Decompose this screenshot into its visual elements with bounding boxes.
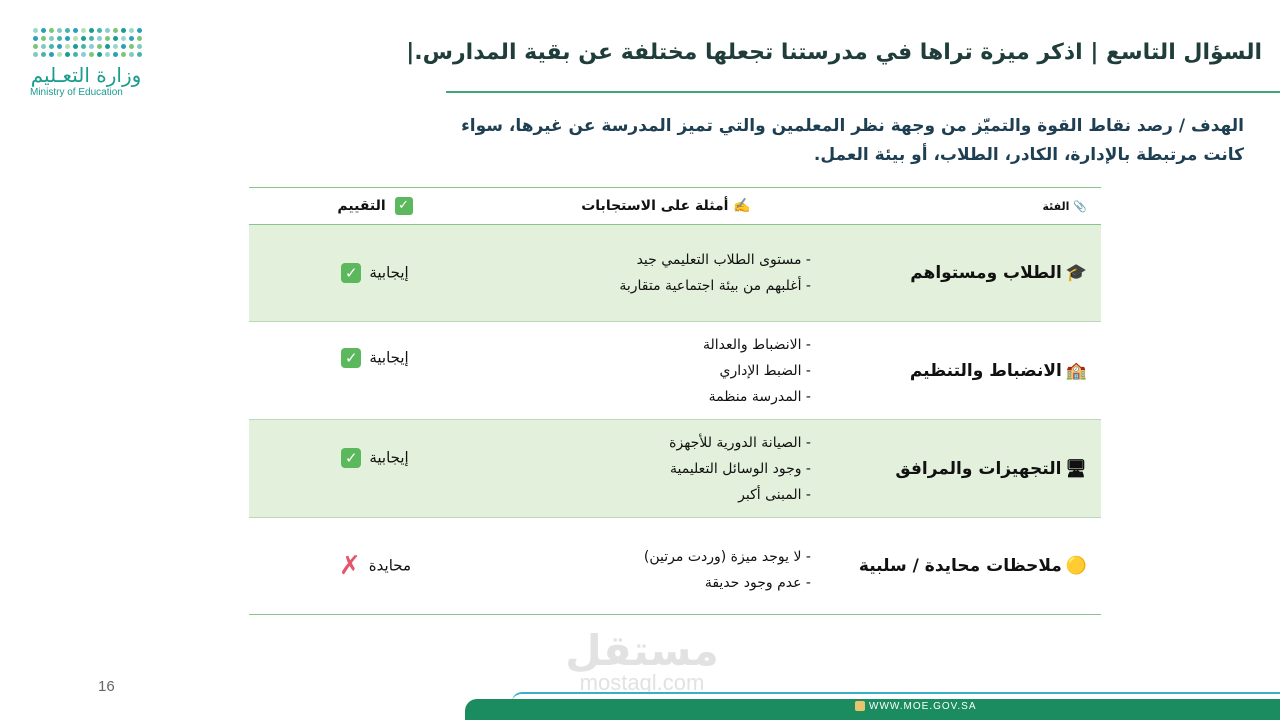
- category-label: الانضباط والتنظيم: [909, 360, 1062, 381]
- examples-cell: [501, 518, 831, 615]
- table-row: [249, 225, 1101, 322]
- logo-dot: [105, 52, 110, 57]
- logo-dot: [73, 52, 78, 57]
- logo-dot: [65, 28, 70, 33]
- responses-table: [249, 187, 1101, 615]
- category-label: ملاحظات محايدة / سلبية: [858, 556, 1062, 576]
- cross-icon: ✗: [339, 551, 361, 581]
- logo-dot: [97, 44, 102, 49]
- logo-dot: [89, 36, 94, 41]
- header-examples-label: أمثلة على الاستجابات: [581, 198, 729, 214]
- category-cell: [831, 518, 1101, 615]
- examples-cell: [501, 225, 831, 322]
- footer-bar: [465, 699, 1280, 720]
- logo-dot: [65, 36, 70, 41]
- logo-dot: [129, 36, 134, 41]
- header-evaluation-label: التقييم: [337, 198, 386, 214]
- example-item: - أغلبهم من بيئة اجتماعية متقاربة: [502, 273, 811, 299]
- examples-cell: [501, 322, 831, 420]
- monitor-icon: 🖥: [1065, 458, 1087, 479]
- logo-dot: [129, 44, 134, 49]
- logo-english-text: Ministry of Education: [30, 87, 123, 98]
- logo-dot: [41, 44, 46, 49]
- example-item: - المبنى أكبر: [502, 482, 811, 508]
- globe-icon: [855, 701, 865, 711]
- logo-dot: [105, 36, 110, 41]
- watermark-arabic: مستقل: [565, 626, 719, 675]
- table-header-row: [249, 188, 1101, 225]
- evaluation-cell: [249, 518, 501, 615]
- evaluation-label: إيجابية: [369, 348, 409, 367]
- logo-dot: [73, 28, 78, 33]
- evaluation-cell: [249, 225, 501, 322]
- logo-dot: [41, 28, 46, 33]
- logo-dot: [41, 36, 46, 41]
- logo-dot: [49, 52, 54, 57]
- header-examples: [501, 188, 831, 225]
- logo-dot: [81, 44, 86, 49]
- example-item: - لا يوجد ميزة (وردت مرتين): [502, 544, 811, 570]
- logo-dot: [81, 52, 86, 57]
- logo-dot: [65, 52, 70, 57]
- logo-dot: [89, 44, 94, 49]
- category-label: التجهيزات والمرافق: [895, 458, 1062, 479]
- logo-dot: [49, 36, 54, 41]
- logo-dot: [121, 28, 126, 33]
- logo-dot: [113, 52, 118, 57]
- logo-dot: [121, 36, 126, 41]
- yellow-circle-icon: 🟡: [1065, 556, 1087, 576]
- logo-dot: [113, 44, 118, 49]
- table-row: [249, 322, 1101, 420]
- example-item: - الانضباط والعدالة: [502, 332, 811, 358]
- category-cell: [831, 420, 1101, 518]
- goal-text: الهدف / رصد نقاط القوة والتميّز من وجهة نظر المعلمين والتي تميز المدرسة عن غيرها، سواء كانت مرتبطة بالإدارة، الكادر، الطلاب، أو بيئة العمل.: [461, 116, 1244, 165]
- example-item: - الصيانة الدورية للأجهزة: [502, 430, 811, 456]
- logo-dot: [137, 36, 142, 41]
- logo-dot: [33, 52, 38, 57]
- title-divider: [446, 91, 1280, 93]
- logo-dot: [73, 36, 78, 41]
- example-item: - الضبط الإداري: [502, 358, 811, 384]
- writing-hand-icon: ✍️: [733, 198, 751, 214]
- page-number: 16: [98, 678, 115, 695]
- logo-dot: [57, 52, 62, 57]
- example-item: - المدرسة منظمة: [502, 384, 811, 410]
- logo-dot: [49, 44, 54, 49]
- category-cell: [831, 322, 1101, 420]
- logo-dot: [81, 28, 86, 33]
- logo-dot: [137, 44, 142, 49]
- logo-arabic-text: وزارة التعـليم: [30, 63, 142, 87]
- footer-url[interactable]: [855, 701, 977, 712]
- header-evaluation: [249, 188, 501, 225]
- table-row: [249, 518, 1101, 615]
- logo-dot: [89, 52, 94, 57]
- school-icon: 🏫: [1065, 360, 1087, 381]
- example-item: - مستوى الطلاب التعليمي جيد: [502, 247, 811, 273]
- logo-dot: [57, 28, 62, 33]
- logo-dot: [65, 44, 70, 49]
- logo-dot: [137, 28, 142, 33]
- watermark-latin: mostaql.com: [579, 670, 705, 695]
- watermark: [562, 626, 722, 695]
- logo-dot: [137, 52, 142, 57]
- logo-dot: [113, 36, 118, 41]
- logo-dot: [129, 52, 134, 57]
- logo-dot: [49, 28, 54, 33]
- logo-dot: [41, 52, 46, 57]
- ministry-logo: [30, 28, 142, 98]
- header-category: [831, 188, 1101, 225]
- logo-dot: [129, 28, 134, 33]
- evaluation-cell: [249, 420, 501, 518]
- logo-dot: [121, 44, 126, 49]
- logo-dot: [97, 36, 102, 41]
- example-item: - وجود الوسائل التعليمية: [502, 456, 811, 482]
- logo-dot: [33, 36, 38, 41]
- logo-dot: [105, 44, 110, 49]
- slide-title: السؤال التاسع | اذكر ميزة تراها في مدرستنا تجعلها مختلفة عن بقية المدارس.|: [406, 40, 1262, 65]
- header-category-label: الفئة: [1042, 199, 1070, 213]
- logo-dot: [81, 36, 86, 41]
- category-cell: [831, 225, 1101, 322]
- logo-dot: [97, 28, 102, 33]
- logo-dots: [33, 28, 142, 57]
- check-icon: ✓: [341, 263, 361, 283]
- logo-dot: [89, 28, 94, 33]
- graduation-cap-icon: 🎓: [1065, 263, 1087, 283]
- check-icon: ✓: [341, 348, 361, 368]
- logo-dot: [105, 28, 110, 33]
- logo-dot: [97, 52, 102, 57]
- evaluation-label: محايدة: [368, 556, 411, 575]
- footer-url-text: WWW.MOE.GOV.SA: [869, 701, 977, 712]
- evaluation-label: إيجابية: [369, 263, 409, 282]
- paperclip-icon: 📎: [1073, 199, 1087, 213]
- check-icon: ✓: [395, 197, 413, 215]
- examples-cell: [501, 420, 831, 518]
- check-icon: ✓: [341, 448, 361, 468]
- evaluation-cell: [249, 322, 501, 420]
- logo-dot: [73, 44, 78, 49]
- logo-dot: [33, 44, 38, 49]
- logo-dot: [57, 44, 62, 49]
- category-label: الطلاب ومستواهم: [910, 263, 1062, 283]
- example-item: - عدم وجود حديقة: [502, 570, 811, 596]
- logo-dot: [57, 36, 62, 41]
- evaluation-label: إيجابية: [369, 448, 409, 467]
- logo-dot: [33, 28, 38, 33]
- table-row: [249, 420, 1101, 518]
- logo-dot: [121, 52, 126, 57]
- logo-dot: [113, 28, 118, 33]
